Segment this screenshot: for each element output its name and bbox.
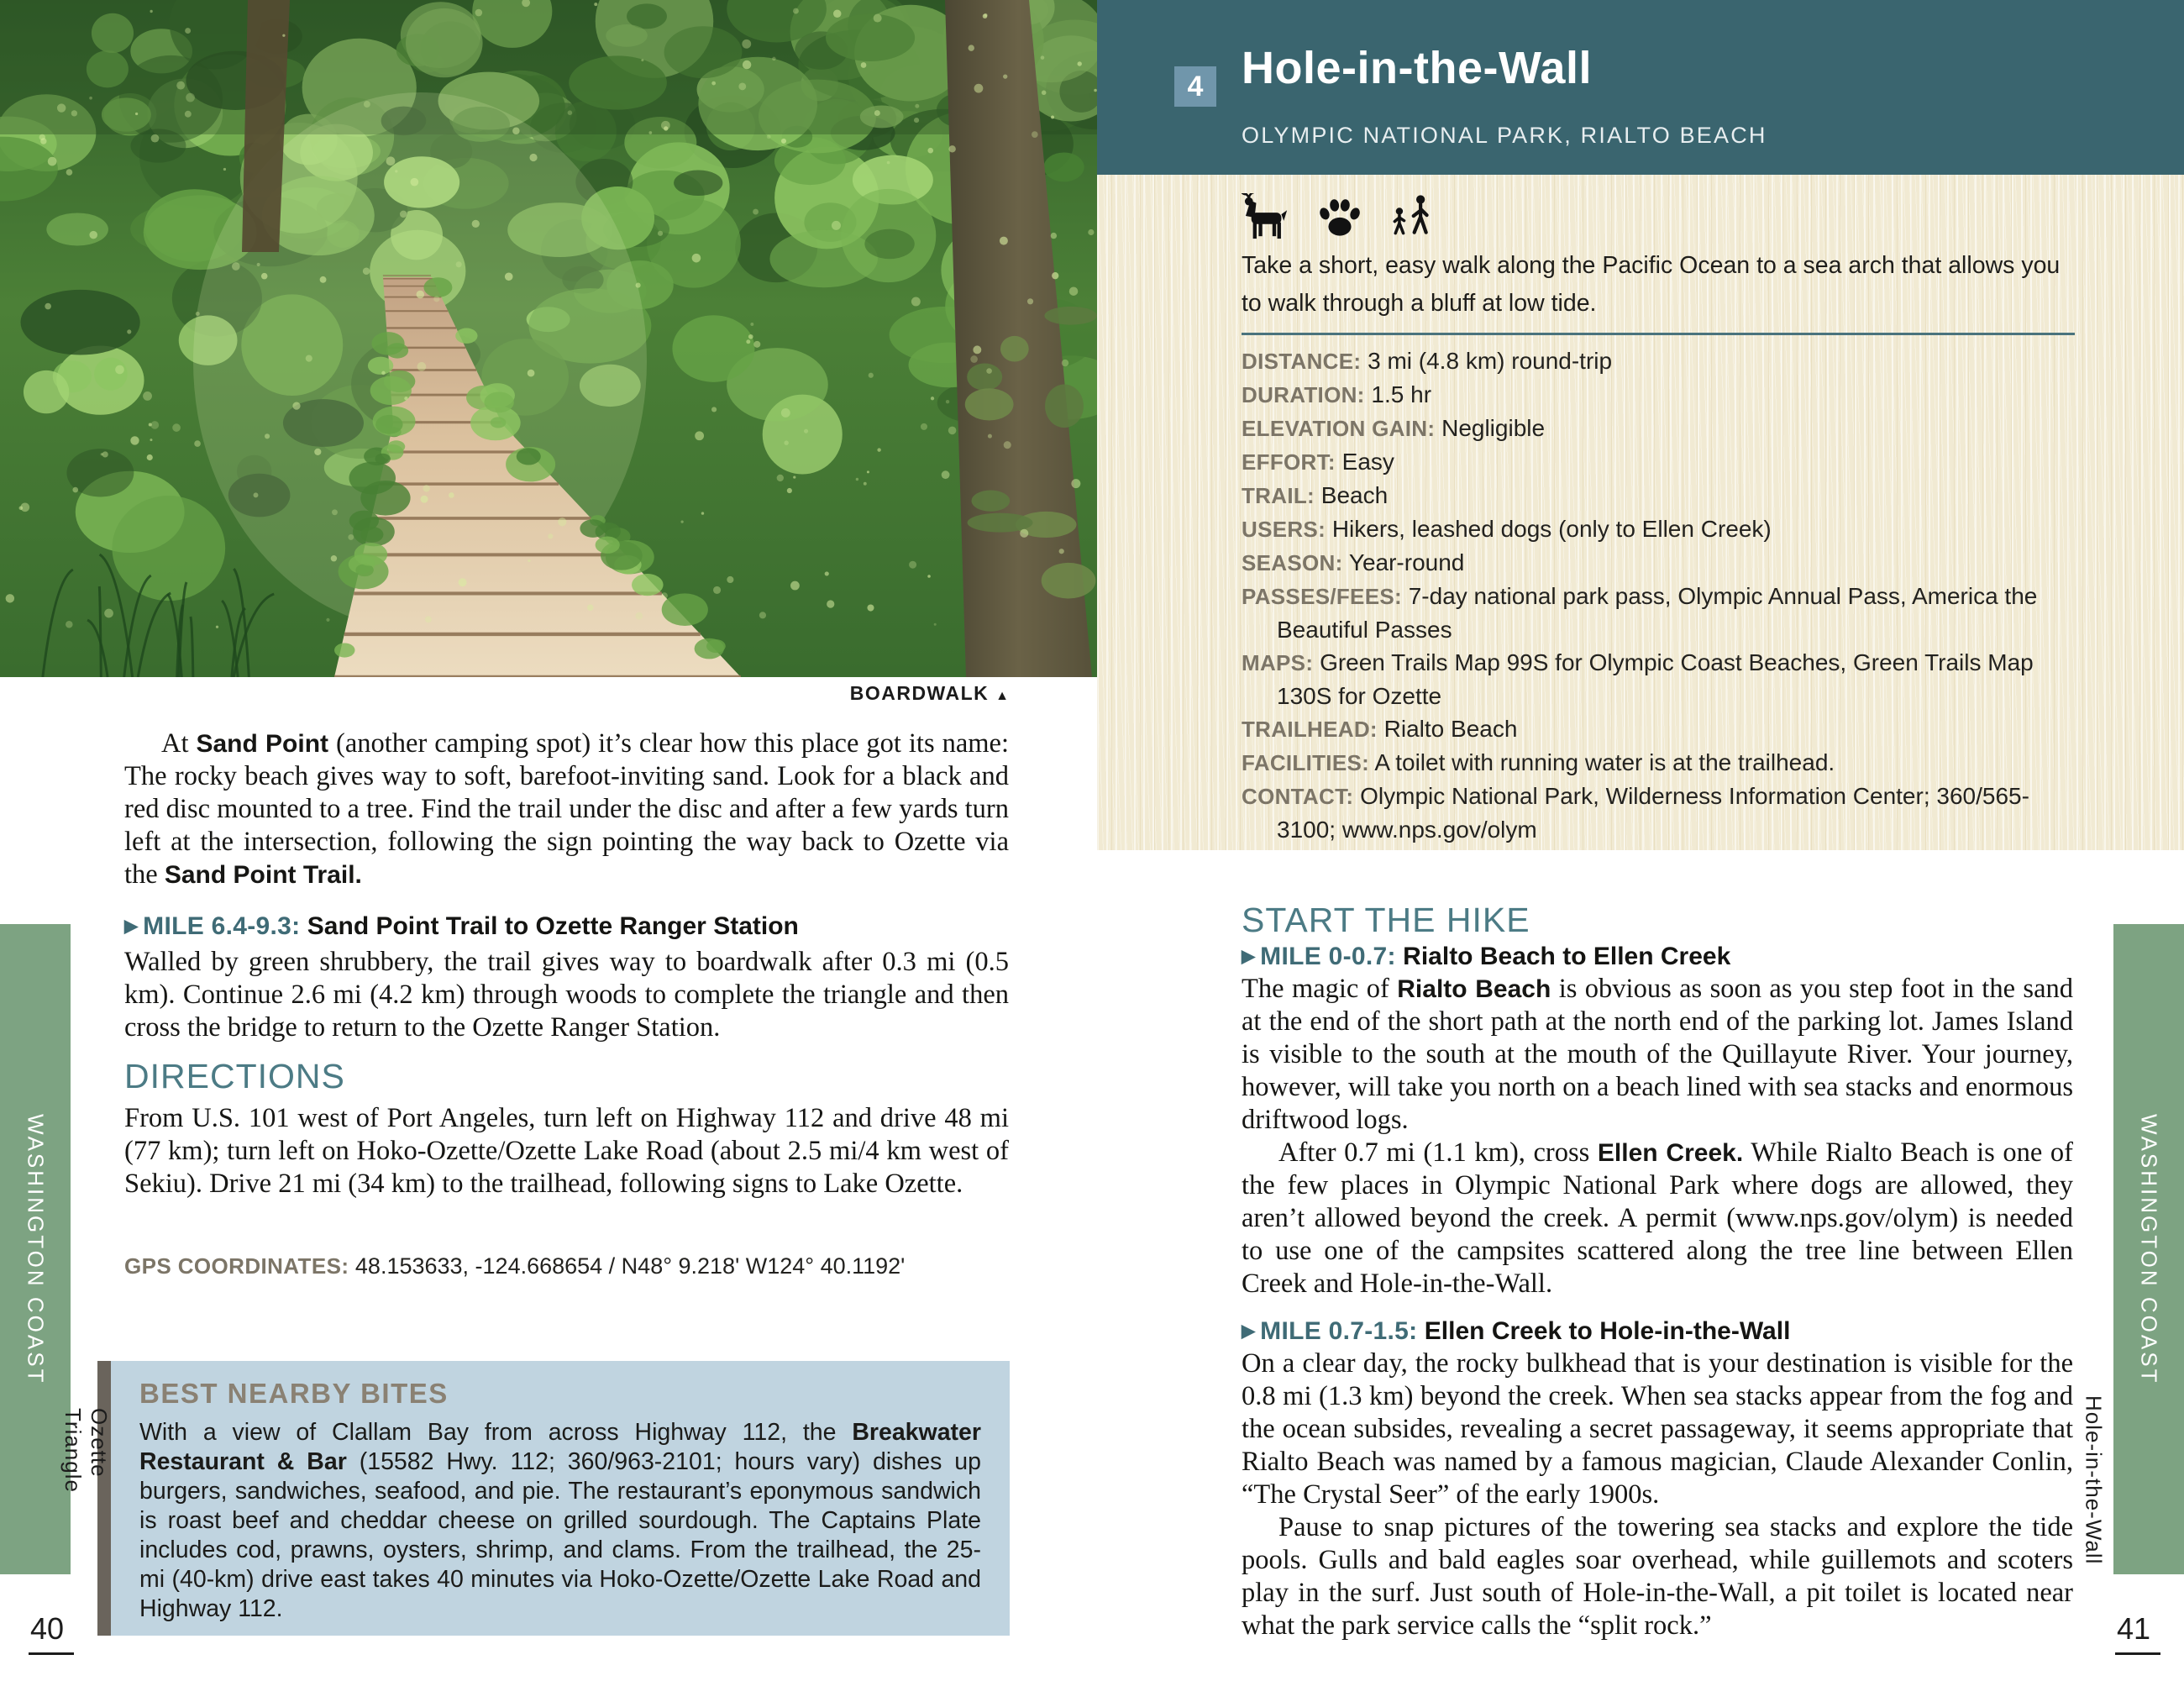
stat-elevation-gain [1242, 412, 2085, 445]
stat-contact [1242, 780, 2085, 846]
directions-heading: DIRECTIONS [124, 1057, 345, 1095]
hike-subtitle: OLYMPIC NATIONAL PARK, RIALTO BEACH [1242, 123, 1767, 148]
stat-value: Olympic National Park, Wilderness Information Center; 360/565-3100; www.nps.gov/olym [1277, 783, 2029, 843]
stat-users [1242, 512, 2085, 546]
stat-value: Year-round [1348, 549, 1465, 575]
stat-duration [1242, 378, 2085, 412]
stat-passes-fees [1242, 580, 2085, 646]
best-nearby-bites-box [97, 1361, 1010, 1636]
edge-tab-left-label: WASHINGTON COAST [23, 1113, 49, 1385]
stat-label: MAPS: [1242, 650, 1314, 675]
triangle-bullet-icon: ▶ [124, 917, 139, 936]
hikers-icon [1386, 193, 1435, 240]
stat-label: DURATION: [1242, 382, 1365, 407]
mile-range: MILE 6.4-9.3: [143, 912, 301, 940]
stats-panel [1097, 175, 2184, 850]
paragraph-ellen-creek: After 0.7 mi (1.1 km), cross Ellen Creek. While Rialto Beach is one of the few places in Olympic National Park where dogs are allowed, they aren’t allowed beyond the creek. A permit (www.nps.gov/olym) is needed to use one of the campsites scattered along the tree line between Ellen Creek and Hole-in-the-Wall. [1242, 1137, 2073, 1299]
mile-range: MILE 0.7-1.5: [1260, 1317, 1418, 1345]
mile-title: Ellen Creek to Hole-in-the-Wall [1424, 1317, 1791, 1345]
gps-value: 48.153633, -124.668654 / N48° 9.218' W124° 40.1192' [354, 1253, 906, 1279]
stat-label: SEASON: [1242, 550, 1343, 575]
stats-list [1242, 344, 2085, 846]
stat-value: Hikers, leashed dogs (only to Ellen Creek) [1331, 516, 1772, 542]
paragraph-clear-day: On a clear day, the rocky bulkhead that is your destination is visible for the 0.8 mi (1.3 km) beyond the creek. When sea stacks appear from the fog and the ocean subsides, revealing a secret passageway, it seems appropriate that Rialto Beach was named by a famous magician, Claude Alexander Conlin, “The Crystal Seer” of the early 1900s. [1242, 1348, 2073, 1510]
start-the-hike-heading: START THE HIKE [1242, 901, 1530, 939]
stat-label: ELEVATION GAIN: [1242, 416, 1436, 441]
stat-distance [1242, 344, 2085, 378]
paragraph-sand-point: At Sand Point (another camping spot) it’s clear how this place got its name: The rocky beach gives way to soft, barefoot-inviting sand. Look for a black and red disc mounted to a tree. Find the trail under the disc and after a few yards turn left at the intersection, following the sign pointing the way back to Ozette via the Sand Point Trail. [124, 728, 1009, 890]
photo-caption-text: BOARDWALK [849, 682, 990, 704]
section-label-left-text: Ozette Triangle [60, 1408, 112, 1493]
stat-value: Easy [1341, 449, 1394, 475]
hike-header [1097, 0, 2184, 175]
trail-photo [0, 0, 1097, 677]
mile-hole-text [1242, 1347, 2073, 1642]
hike-title: Hole-in-the-Wall [1242, 43, 1592, 93]
page-number-right: 41 [2115, 1611, 2160, 1655]
stat-label: TRAILHEAD: [1242, 717, 1378, 742]
triangle-bullet-icon: ▶ [1242, 947, 1256, 966]
caption-triangle-icon: ▲ [995, 689, 1009, 703]
mile-rialto-text [1242, 973, 2073, 1300]
paragraph-mile-sand-point: Walled by green shrubbery, the trail gives way to boardwalk after 0.3 mi (0.5 km). Continue 2.6 mi (4.2 km) through woods to complete the triangle and then cross the bridge to return to the Ozette Ranger Station. [124, 947, 1009, 1043]
stat-value: Negligible [1441, 415, 1546, 441]
edge-tab-right [2113, 924, 2184, 1574]
stat-label: CONTACT: [1242, 784, 1354, 809]
edge-tab-right-label: WASHINGTON COAST [2136, 1113, 2162, 1385]
gps-coordinates [124, 1253, 1009, 1279]
mile-heading-rialto [1242, 943, 2073, 971]
paragraph-directions: From U.S. 101 west of Port Angeles, turn left on Highway 112 and drive 48 mi (77 km); turn left on Hoko-Ozette/Ozette Lake Road (about 2.5 mi/4 km west of Sekiu). Drive 21 mi (34 km) to the trailhead, following signs to Lake Ozette. [124, 1103, 1009, 1199]
hike-intro: Take a short, easy walk along the Pacific Ocean to a sea arch that allows you to walk through a bluff at low tide. [1242, 252, 2061, 317]
gps-label: GPS COORDINATES: [124, 1253, 349, 1279]
stat-trailhead [1242, 712, 2085, 746]
stat-season [1242, 546, 2085, 580]
stat-label: PASSES/FEES: [1242, 584, 1402, 609]
activity-icons [1242, 193, 1435, 240]
stat-label: DISTANCE: [1242, 349, 1362, 374]
mile-title: Rialto Beach to Ellen Creek [1403, 943, 1731, 970]
photo-caption [124, 682, 1009, 705]
intro-divider [1242, 333, 2075, 335]
stat-value: Beach [1320, 482, 1389, 508]
stat-label: FACILITIES: [1242, 750, 1370, 775]
stat-trail [1242, 479, 2085, 512]
hike-number-badge: 4 [1174, 66, 1216, 107]
section-label-right-text: Hole-in-the-Wall [2081, 1395, 2107, 1565]
paw-print-icon [1315, 193, 1364, 240]
triangle-bullet-icon: ▶ [1242, 1321, 1256, 1341]
mile-heading-sand-point [124, 912, 1009, 941]
stat-facilities [1242, 746, 2085, 780]
stat-value: Rialto Beach [1383, 716, 1518, 742]
page-number-left: 40 [29, 1611, 74, 1655]
stat-value: A toilet with running water is at the trailhead. [1374, 749, 1835, 775]
forest-boardwalk-illustration [0, 0, 1097, 677]
stat-label: USERS: [1242, 517, 1326, 542]
section-label-left [60, 1408, 112, 1559]
stat-label: TRAIL: [1242, 483, 1315, 508]
stat-value: 1.5 hr [1371, 381, 1432, 407]
stat-value: Green Trails Map 99S for Olympic Coast Beaches, Green Trails Map 130S for Ozette [1277, 649, 2034, 709]
bites-body: With a view of Clallam Bay from across Highway 112, the Breakwater Restaurant & Bar (15582 Hwy. 112; 360/963-2101; hours vary) dishes up burgers, sandwiches, seafood, and pie. The restaurant’s eponymous sandwich is roast beef and cheddar cheese on grilled sourdough. The Captains Plate includes cod, prawns, oysters, shrimp, and clams. From the trailhead, the 25-mi (40-km) drive east takes 40 minutes via Hoko-Ozette/Ozette Lake Road and Highway 112. [139, 1419, 981, 1622]
mile-heading-hole-in-the-wall [1242, 1317, 2073, 1346]
paragraph-pause: Pause to snap pictures of the towering sea stacks and explore the tide pools. Gulls and bald eagles soar overhead, while guillemots and scoters play in the surf. Just south of Hole-in-the-Wall, a pit toilet is located near what the park service calls the “split rock.” [1242, 1512, 2073, 1641]
section-label-right [2076, 1395, 2110, 1566]
bites-title: BEST NEARBY BITES [139, 1378, 449, 1409]
mile-title: Sand Point Trail to Ozette Ranger Station [307, 912, 799, 940]
stat-value: 3 mi (4.8 km) round-trip [1368, 348, 1613, 374]
stat-effort [1242, 445, 2085, 479]
stat-maps [1242, 646, 2085, 712]
paragraph-rialto-magic: The magic of Rialto Beach is obvious as soon as you step foot in the sand at the end of the short path at the north end of the parking lot. James Island is visible to the south at the mouth of the Quillayute River. Your journey, however, will take you north on a beach lined with sea stacks and enormous driftwood logs. [1242, 974, 2074, 1135]
stat-label: EFFORT: [1242, 449, 1336, 475]
deer-icon [1242, 193, 1294, 240]
mile-range: MILE 0-0.7: [1260, 943, 1396, 970]
stat-value: 7-day national park pass, Olympic Annual Pass, America the Beautiful Passes [1277, 583, 2038, 643]
